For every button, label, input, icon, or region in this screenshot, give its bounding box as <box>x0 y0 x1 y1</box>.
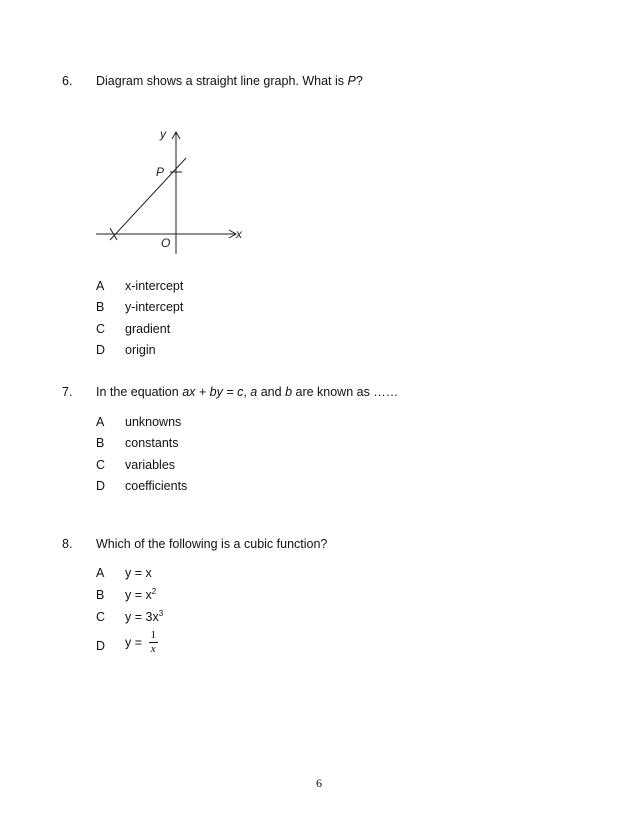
q6-option-b-text: y-intercept <box>125 300 184 314</box>
q8-option-d-letter: D <box>96 639 106 653</box>
q7-text-part1: In the equation <box>96 385 183 399</box>
question-7-number: 7. <box>62 385 73 399</box>
straight-line-graph <box>90 120 250 260</box>
fraction-numerator: 1 <box>150 629 156 641</box>
q8-option-b-base: y = x <box>125 588 152 602</box>
q7-option-c-letter: C <box>96 458 106 472</box>
y-axis-label: y <box>160 127 166 141</box>
q8-option-d-base: y = <box>125 635 146 650</box>
q8-option-d-fraction <box>149 629 159 656</box>
p-label: P <box>156 165 165 179</box>
question-6-text <box>96 74 363 88</box>
q7-text-part2: , <box>243 385 251 399</box>
q7-text-b: b <box>285 385 293 399</box>
q6-option-a-letter: A <box>96 279 105 293</box>
page-number: 6 <box>316 776 322 790</box>
q8-option-c-text <box>125 610 163 624</box>
q8-option-c-base: y = 3x <box>125 610 159 624</box>
question-6-number: 6. <box>62 74 73 88</box>
q6-option-a-text: x-intercept <box>125 279 184 293</box>
question-8-number: 8. <box>62 537 73 551</box>
q8-option-c-exponent: 3 <box>158 608 164 618</box>
q8-option-a-text: y = x <box>125 566 152 580</box>
x-axis-label: x <box>236 227 242 241</box>
q8-option-b-text <box>125 588 156 602</box>
q8-option-b-letter: B <box>96 588 105 602</box>
q7-option-d-letter: D <box>96 479 106 493</box>
question-6-text-var: P <box>347 74 356 88</box>
q7-option-a-letter: A <box>96 415 105 429</box>
straight-line <box>110 158 186 240</box>
q7-option-d-text: coefficients <box>125 479 188 493</box>
q7-text-part3: and <box>257 385 286 399</box>
question-6-text-before: Diagram shows a straight line graph. What is <box>96 74 348 88</box>
q7-option-c-text: variables <box>125 458 176 472</box>
q8-option-b-exponent: 2 <box>151 586 157 596</box>
q8-option-a-letter: A <box>96 566 105 580</box>
q7-option-a-text: unknowns <box>125 415 182 429</box>
q7-text-a: a <box>250 385 258 399</box>
question-7-text <box>96 385 398 399</box>
q6-option-c-text: gradient <box>125 322 171 336</box>
q7-text-part4: are known as …… <box>292 385 399 399</box>
q7-option-b-letter: B <box>96 436 105 450</box>
q6-option-d-text: origin <box>125 343 156 357</box>
q6-option-b-letter: B <box>96 300 105 314</box>
q8-option-d-text <box>125 629 158 656</box>
q8-option-c-letter: C <box>96 610 106 624</box>
origin-label: O <box>161 236 171 250</box>
question-6-text-after: ? <box>355 74 363 88</box>
q6-option-d-letter: D <box>96 343 106 357</box>
q7-option-b-text: constants <box>125 436 179 450</box>
fraction-denominator: x <box>150 643 156 655</box>
q6-option-c-letter: C <box>96 322 106 336</box>
question-8-text: Which of the following is a cubic function? <box>96 537 328 551</box>
q7-text-equation: ax + by = c <box>182 385 244 399</box>
